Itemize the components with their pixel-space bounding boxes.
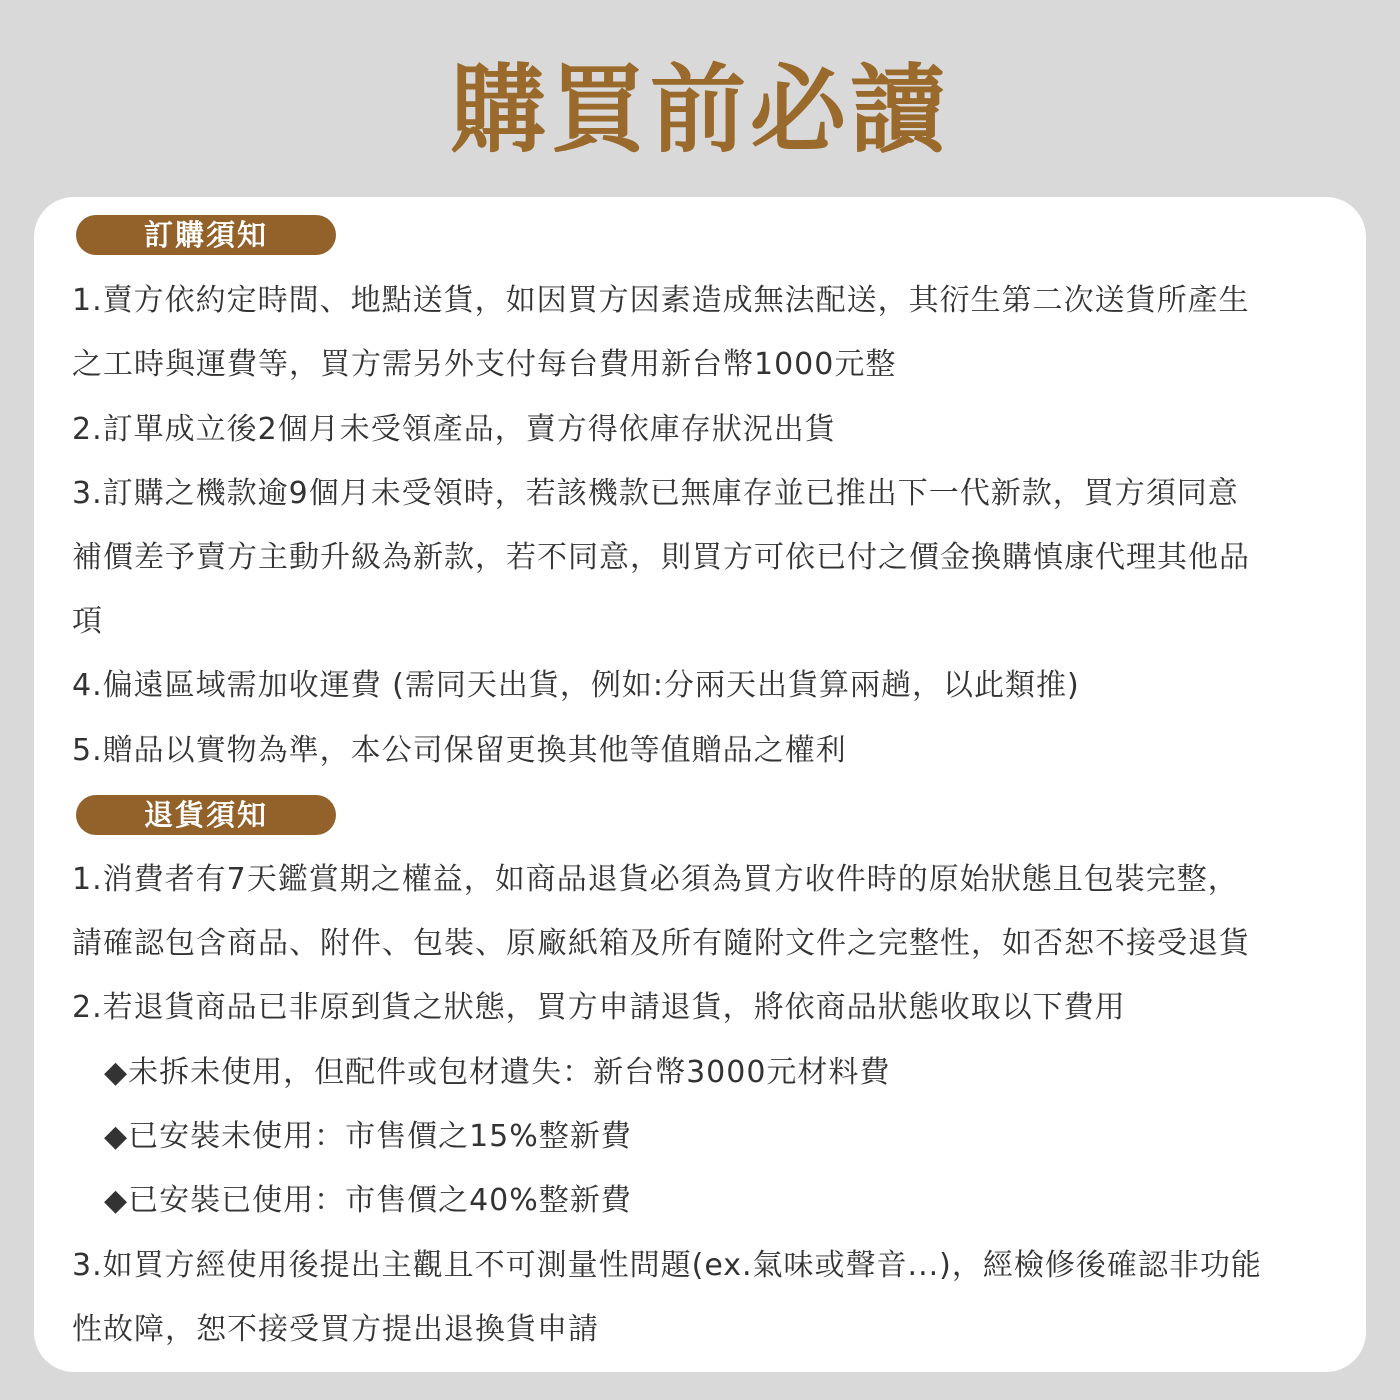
order-notice-line: 補價差予賣方主動升級為新款，若不同意，則買方可依已付之價金換購慎康代理其他品 <box>72 540 1250 575</box>
order-notice-tag: 訂購須知 <box>76 215 336 255</box>
page-title: 購買前必讀 <box>450 54 950 166</box>
notice-card <box>34 197 1366 1372</box>
order-notice-line: 1.賣方依約定時間、地點送貨，如因買方因素造成無法配送，其衍生第二次送貨所產生 <box>72 283 1250 318</box>
return-fee-item: ◆已安裝已使用：市售價之40%整新費 <box>104 1183 632 1218</box>
order-notice-line: 5.贈品以實物為準，本公司保留更換其他等值贈品之權利 <box>72 733 847 768</box>
order-notice-line: 4.偏遠區域需加收運費 (需同天出貨，例如:分兩天出貨算兩趟，以此類推) <box>72 668 1080 703</box>
order-notice-line: 之工時與運費等，買方需另外支付每台費用新台幣1000元整 <box>72 347 897 382</box>
return-notice-tag: 退貨須知 <box>76 795 336 835</box>
return-notice-line: 1.消費者有7天鑑賞期之權益，如商品退貨必須為買方收件時的原始狀態且包裝完整， <box>72 862 1239 897</box>
order-notice-line: 3.訂購之機款逾9個月未受領時，若該機款已無庫存並已推出下一代新款，買方須同意 <box>72 476 1239 511</box>
return-notice-line: 2.若退貨商品已非原到貨之狀態，買方申請退貨，將依商品狀態收取以下費用 <box>72 990 1126 1025</box>
order-notice-line: 2.訂單成立後2個月未受領產品，賣方得依庫存狀況出貨 <box>72 412 836 447</box>
order-notice-line: 項 <box>72 604 103 639</box>
return-fee-item: ◆未拆未使用，但配件或包材遺失：新台幣3000元材料費 <box>104 1055 891 1090</box>
return-fee-item: ◆已安裝未使用：市售價之15%整新費 <box>104 1119 632 1154</box>
return-notice-line: 請確認包含商品、附件、包裝、原廠紙箱及所有隨附文件之完整性，如否恕不接受退貨 <box>72 926 1250 961</box>
return-notice-line: 3.如買方經使用後提出主觀且不可測量性問題(ex.氣味或聲音...)，經檢修後確認非功能 <box>72 1248 1262 1283</box>
return-notice-line: 性故障，恕不接受買方提出退換貨申請 <box>72 1312 599 1347</box>
